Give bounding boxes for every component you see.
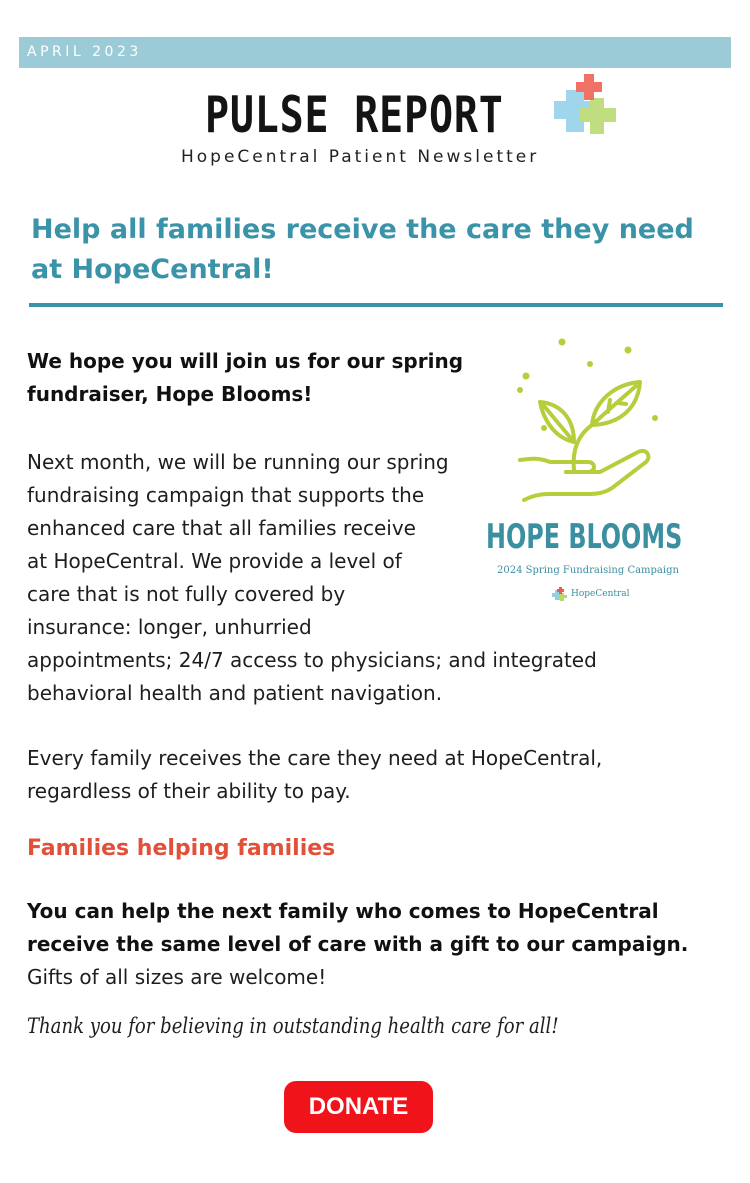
campaign-subtitle: 2024 Spring Fundraising Campaign: [497, 565, 679, 576]
date-banner: [19, 37, 731, 68]
sprout-in-hand-icon: [470, 330, 706, 510]
gift-appeal: [27, 895, 727, 994]
gift-appeal-bold: You can help the next family who comes to HopeCentral receive the same level of care with a gift to our campaign.: [27, 899, 689, 956]
care-statement: Every family receives the care they need at HopeCentral, regardless of their ability to pay.: [27, 746, 603, 803]
description-line: Next month, we will be running our spring: [27, 450, 449, 474]
description-line: at HopeCentral. We provide a level of: [27, 549, 402, 573]
description-line: care that is not fully covered by: [27, 582, 346, 606]
description-line: appointments; 24/7 access to physicians; and integrated: [27, 648, 597, 672]
medical-cross-logo-icon: [548, 70, 626, 142]
issue-date: APRIL 2023: [27, 44, 142, 60]
main-headline: Help all families receive the care they need at HopeCentral!: [31, 214, 694, 285]
campaign-org-name: HopeCentral: [571, 589, 630, 599]
campaign-title: HOPE BLOOMS: [486, 517, 683, 557]
section-heading: Families helping families: [27, 836, 336, 861]
description-line: fundraising campaign that supports the: [27, 483, 425, 507]
newsletter-title: PULSE REPORT: [205, 86, 504, 144]
intro-lead: We hope you will join us for our spring fundraiser, Hope Blooms!: [27, 349, 464, 406]
description-line: behavioral health and patient navigation.: [27, 681, 443, 705]
newsletter-subtitle: HopeCentral Patient Newsletter: [181, 147, 540, 167]
mini-cross-logo-icon: [552, 587, 568, 601]
donate-button[interactable]: DONATE: [284, 1081, 433, 1133]
description-line: insurance: longer, unhurried: [27, 615, 312, 639]
hope-blooms-graphic: [470, 330, 706, 610]
thank-you-note: Thank you for believing in outstanding health care for all!: [27, 1014, 559, 1038]
description-line: enhanced care that all families receive: [27, 516, 416, 540]
headline-divider: [29, 303, 723, 307]
campaign-org: [552, 587, 630, 601]
gift-appeal-normal: Gifts of all sizes are welcome!: [27, 965, 327, 989]
